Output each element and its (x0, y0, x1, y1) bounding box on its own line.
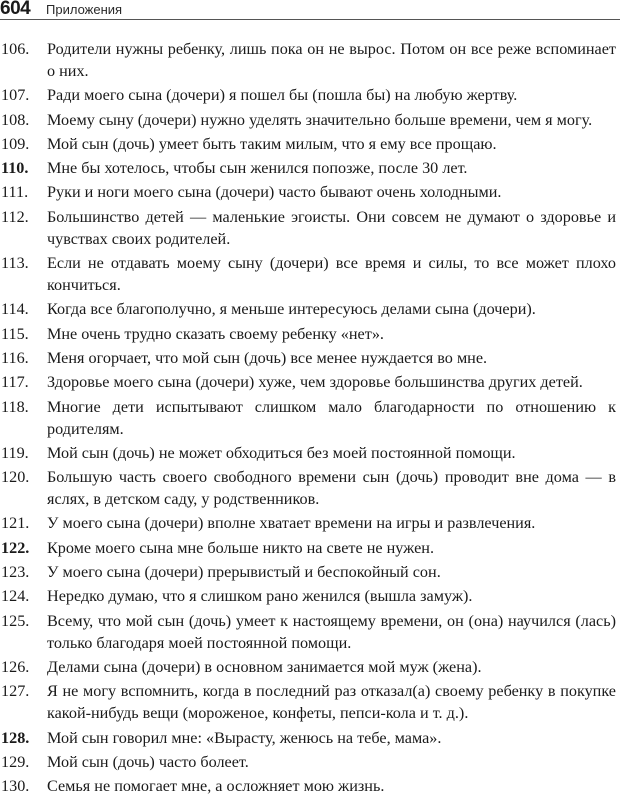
item-number: 118. (1, 397, 29, 416)
list-item (0, 371, 620, 393)
item-text: Меня огорчает, что мой сын (дочь) все менее нуждается во мне. (47, 348, 488, 367)
list-item (0, 512, 620, 534)
list-item (0, 656, 620, 678)
item-text: Мне очень трудно сказать своему ребенку «нет». (47, 324, 384, 343)
item-number: 120. (1, 468, 30, 487)
list-item (0, 133, 620, 155)
list-item (0, 775, 620, 797)
item-number: 112. (1, 207, 29, 226)
item-number: 130. (1, 777, 30, 796)
item-number: 108. (1, 110, 30, 129)
item-number: 124. (1, 587, 30, 606)
section-title: Приложения (46, 2, 123, 17)
list-item (0, 323, 620, 345)
item-number: 117. (1, 373, 29, 392)
list-item (0, 610, 620, 654)
item-text: Мой сын говорил мне: «Вырасту, женюсь на тебе, мама». (47, 728, 442, 747)
item-text: Многие дети испытывают слишком мало благодарности по отношению к родителям. (47, 397, 616, 438)
item-number: 113. (1, 254, 29, 273)
item-text: У моего сына (дочери) прерывистый и беспокойный сон. (47, 563, 441, 582)
list-item (0, 561, 620, 583)
list-item (0, 252, 620, 296)
list-item (0, 38, 620, 82)
header-divider (0, 19, 620, 20)
item-text: Я не могу вспомнить, когда в последний раз отказал(а) своему ребенку в покупке какой-нибудь вещи (мороженое, конфеты, пепси-кола и т. д.). (47, 682, 616, 723)
item-number: 115. (1, 324, 29, 343)
item-text: Ради моего сына (дочери) я пошел бы (пошла бы) на любую жертву. (47, 86, 518, 105)
list-item (0, 109, 620, 131)
item-text: Семья не помогает мне, а осложняет мою жизнь. (47, 777, 385, 796)
list-item (0, 396, 620, 440)
list-item (0, 347, 620, 369)
item-text: Кроме моего сына мне больше никто на свете не нужен. (47, 538, 435, 557)
list-item (0, 537, 620, 559)
item-number: 116. (1, 348, 29, 367)
item-text: Если не отдавать моему сыну (дочери) все время и силы, то все может плохо кончиться. (47, 254, 616, 295)
item-text: Мой сын (дочь) часто болеет. (47, 752, 249, 771)
page-header (0, 0, 620, 22)
list-item (0, 442, 620, 464)
item-text: Мой сын (дочь) не может обходиться без моей постоянной помощи. (47, 443, 516, 462)
item-number: 110. (1, 159, 29, 178)
item-number: 111. (1, 183, 29, 202)
item-text: Нередко думаю, что я слишком рано женился (вышла замуж). (47, 587, 473, 606)
list-item (0, 466, 620, 510)
item-text: Мне бы хотелось, чтобы сын женился попозже, после 30 лет. (47, 159, 468, 178)
item-text: Когда все благополучно, я меньше интересуюсь делами сына (дочери). (47, 300, 536, 319)
item-number: 107. (1, 86, 30, 105)
list-item (0, 751, 620, 773)
page-number: 604 (0, 0, 31, 19)
list-item (0, 206, 620, 250)
list-item (0, 585, 620, 607)
item-text: У моего сына (дочери) вполне хватает времени на игры и развлечения. (47, 514, 536, 533)
list-item (0, 181, 620, 203)
list-item (0, 727, 620, 749)
item-text: Здоровье моего сына (дочери) хуже, чем здоровье большинства других детей. (47, 373, 583, 392)
item-number: 129. (1, 752, 30, 771)
item-text: Большинство детей — маленькие эгоисты. Они совсем не думают о здоровье и чувствах своих родителей. (47, 207, 616, 248)
item-number: 121. (1, 514, 30, 533)
questionnaire-list (0, 38, 620, 799)
item-number: 106. (1, 40, 30, 58)
item-number: 127. (1, 682, 30, 701)
list-item (0, 298, 620, 320)
item-number: 126. (1, 657, 30, 676)
item-number: 123. (1, 563, 30, 582)
item-text: Делами сына (дочери) в основном занимается мой муж (жена). (47, 657, 482, 676)
list-item (0, 680, 620, 724)
item-number: 125. (1, 611, 30, 630)
item-text: Моему сыну (дочери) нужно уделять значительно больше времени, чем я могу. (47, 110, 593, 129)
item-text: Большую часть своего свободного времени сын (дочь) проводит вне дома — в яслях, в детском саду, у родственников. (47, 468, 616, 509)
item-number: 119. (1, 443, 29, 462)
item-number: 128. (1, 728, 30, 747)
item-text: Всему, что мой сын (дочь) умеет к настоящему времени, он (она) научился (лась) только благодаря моей постоянной помощи. (47, 611, 616, 652)
item-text: Родители нужны ребенку, лишь пока он не вырос. Потом он все реже вспоминает о них. (47, 40, 616, 80)
list-item (0, 84, 620, 106)
item-number: 114. (1, 300, 29, 319)
item-number: 122. (1, 538, 30, 557)
item-text: Руки и ноги моего сына (дочери) часто бывают очень холодными. (47, 183, 502, 202)
item-number: 109. (1, 134, 30, 153)
list-item (0, 157, 620, 179)
item-text: Мой сын (дочь) умеет быть таким милым, что я ему все прощаю. (47, 134, 497, 153)
